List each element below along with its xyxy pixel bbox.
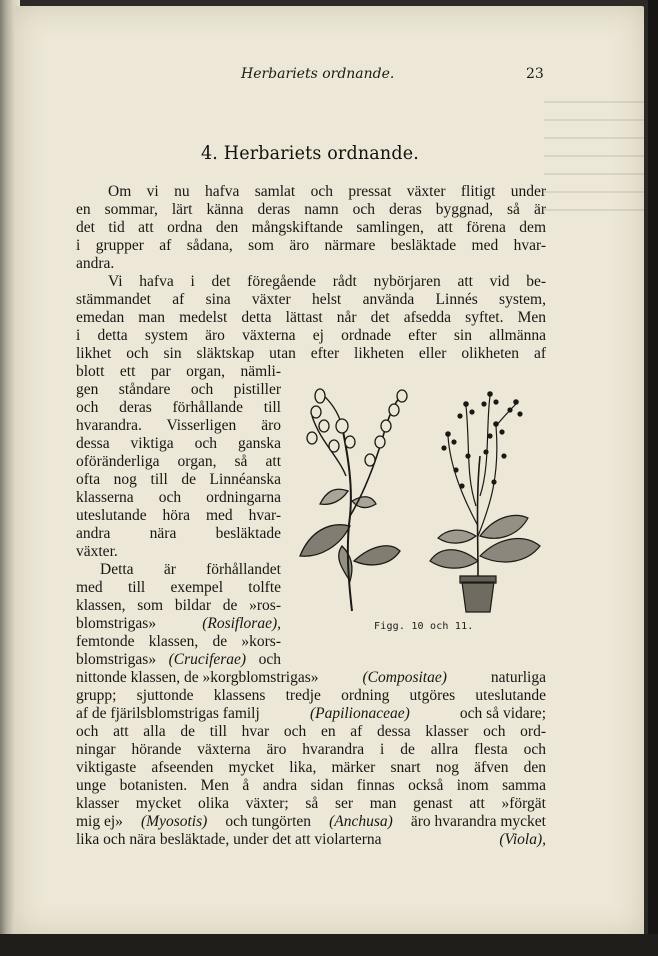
text-segment: lika och nära besläktade, under det att violarterna [76,831,382,848]
latin-term: (Anchusa) [329,813,393,830]
text-line: och att alla de till hvar och en af dessa klasser och ord- [76,723,546,740]
text-segment: och tungörten [225,813,312,830]
text-line: gen ståndare och pistiller [76,381,281,398]
text-line: Detta är förhållandet [100,561,281,578]
text-line: andra nära besläktade [76,525,281,542]
text-line: klassen, som bildar de »ros- [76,597,281,614]
scan-bottom-edge [0,934,658,956]
text-line: ningar hörande växterna äro hvarandra i de allra flesta och [76,741,546,758]
text-line: det tid att ordna den mångskiftande samlingen, att förena dem [76,219,546,236]
latin-term: (Viola), [499,831,546,848]
text-line: i grupper af sådana, som äro närmare besläktade med hvar- [76,237,546,254]
potted-plant-illustration-icon [430,392,540,612]
text-line: blott ett par organ, nämli- [76,363,281,380]
text-line: oföränderliga organ, så att [76,453,281,470]
text-line: klasser mycket olika växter; så ser man genast att »förgät [76,795,546,812]
text-line: en sommar, lärt känna deras namn och deras byggnad, så är [76,201,546,218]
show-through-text [544,101,644,221]
text-line [76,705,546,723]
text-line [76,651,281,669]
text-line: likhet och sin släktskap utan efter likheten eller olikheten af [76,345,546,362]
text-segment: naturliga [490,669,546,686]
text-line: grupp; sjuttonde klassens tredje ordning utgöres uteslutande [76,687,546,704]
latin-term: (Cruciferae) [168,651,247,668]
text-segment: äro hvarandra mycket [410,813,546,830]
text-line: viktigaste afseenden mycket lika, märker snart nog äfven den [76,759,546,776]
text-line: dessa viktiga och ganska [76,435,281,452]
latin-term: (Myosotis) [141,813,208,830]
latin-term: (Rosiflorae), [202,615,281,632]
text-line: andra. [76,255,115,272]
latin-term: (Papilionaceae) [309,705,410,722]
text-segment: af de fjärilsblomstrigas familj [76,705,260,722]
text-line: stämmandet af sina växter helst använda Linnés system, [76,291,546,308]
text-line: i detta system äro växterna ej ordnade efter sin allmänna [76,327,546,344]
text-line: emedan man medelst detta lättast når det afsedda syftet. Men [76,309,546,326]
figure-illustrations [290,386,550,618]
text-line: med till exempel tolfte [76,579,281,596]
text-line: och deras förhållande till [76,399,281,416]
text-line: femtonde klassen, de »kors- [76,633,281,650]
text-line: Om vi nu hafva samlat och pressat växter flitigt under [108,183,546,200]
text-segment: nittonde klassen, de »korgblomstrigas» [76,669,319,686]
text-line: unge botanisten. Men å andra sidan finnas också inom samma [76,777,546,794]
running-header: Herbariets ordnande. [241,66,395,82]
text-line [76,615,281,633]
text-line: växter. [76,543,118,560]
text-line [76,813,546,831]
text-line: hvarandra. Visserligen äro [76,417,281,434]
text-line: uteslutande höra med hvar- [76,507,281,524]
botanical-figure [290,386,550,618]
text-line [76,831,546,849]
chapter-title: 4. Herbariets ordnande. [201,142,419,164]
text-line: klasserna och ordningarna [76,489,281,506]
text-line: Vi hafva i det föregående rådt nybörjaren att vid be- [108,273,546,290]
flowering-stem-illustration-icon [300,389,407,611]
text-line: ofta nog till de Linnéanska [76,471,281,488]
figure-caption: Figg. 10 och 11. [374,621,474,632]
page-number: 23 [526,66,544,82]
text-segment: blomstrigas» [76,651,157,668]
page-edge-shadow [648,0,658,956]
text-segment: mig ej» [76,813,123,830]
text-segment: och [258,651,281,668]
text-line [76,669,546,687]
text-segment: och så vidare; [459,705,546,722]
latin-term: (Compositae) [362,669,447,686]
text-segment: blomstrigas» [76,615,157,632]
